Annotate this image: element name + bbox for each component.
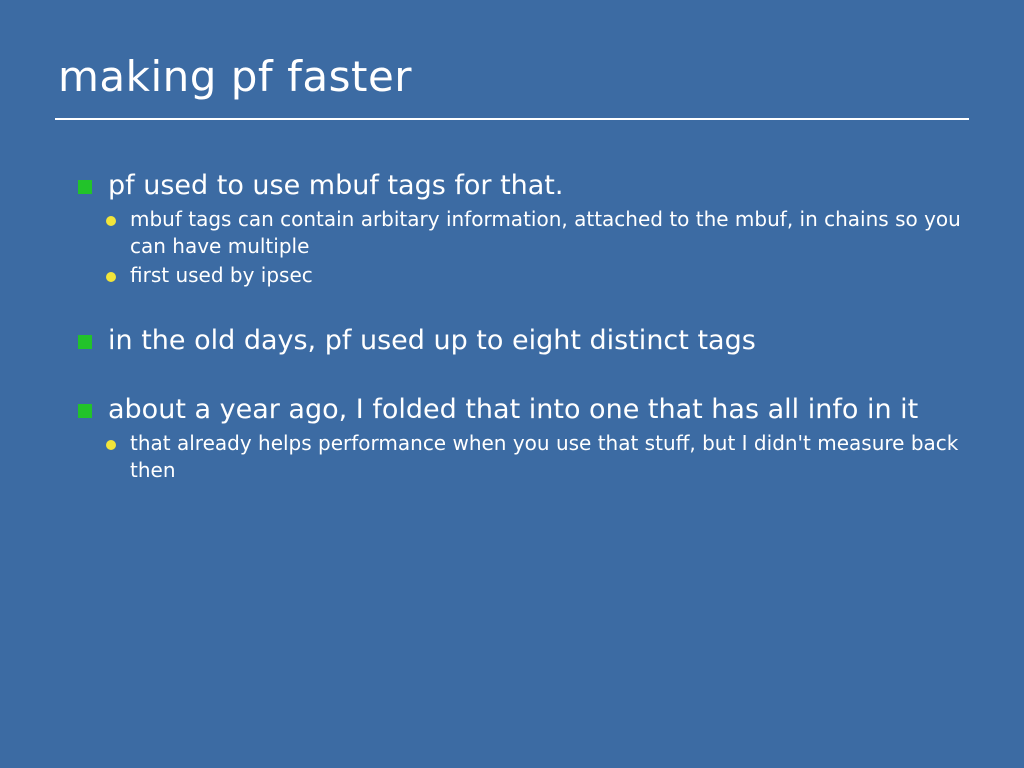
list-item xyxy=(72,206,972,260)
spacer xyxy=(72,358,972,392)
list-item-label: that already helps performance when you use that stuff, but I didn't measure back then xyxy=(130,430,959,482)
list-item xyxy=(72,323,972,359)
list-item-label: in the old days, pf used up to eight distinct tags xyxy=(108,324,756,356)
list-item xyxy=(72,262,972,289)
square-bullet-icon xyxy=(78,180,92,194)
list-item xyxy=(72,392,972,428)
list-item xyxy=(72,168,972,204)
dot-bullet-icon xyxy=(106,440,116,450)
square-bullet-icon xyxy=(78,335,92,349)
dot-bullet-icon xyxy=(106,272,116,282)
square-bullet-icon xyxy=(78,404,92,418)
list-item-label: about a year ago, I folded that into one that has all info in it xyxy=(108,394,919,426)
list-item-label: pf used to use mbuf tags for that. xyxy=(108,170,564,201)
slide-content xyxy=(72,168,972,484)
page-title: making pf faster xyxy=(58,52,413,101)
list-item-label: mbuf tags can contain arbitary information, attached to the mbuf, in chains so you can have multiple xyxy=(130,206,961,258)
list-item xyxy=(72,430,972,484)
list-item-label: first used by ipsec xyxy=(130,262,313,287)
title-divider xyxy=(55,118,969,120)
dot-bullet-icon xyxy=(106,216,116,226)
spacer xyxy=(72,289,972,323)
